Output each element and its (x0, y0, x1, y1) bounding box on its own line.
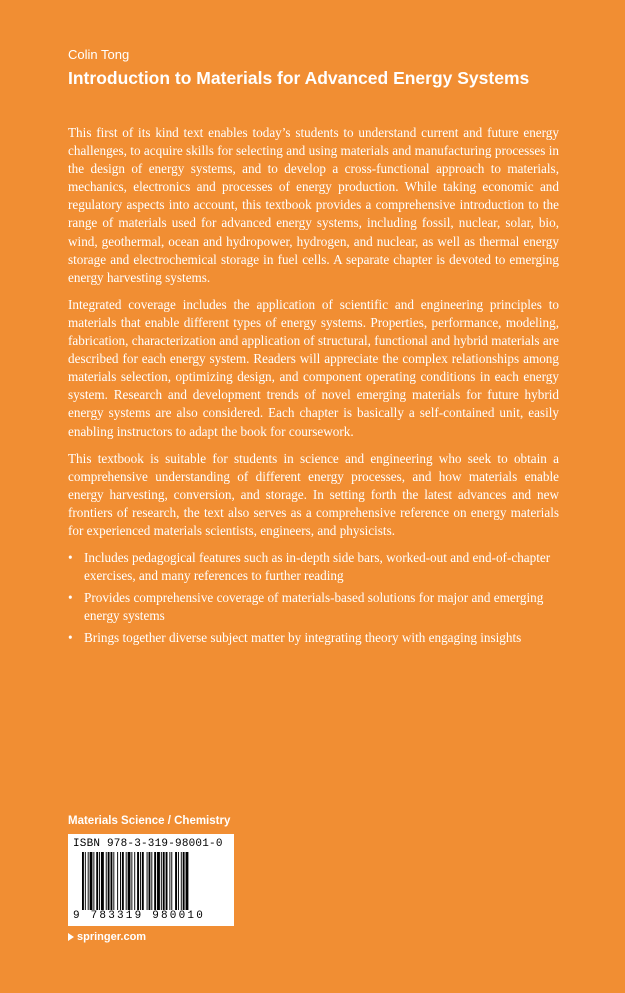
barcode-icon (82, 852, 222, 912)
feature-text: Brings together diverse subject matter by integrating theory with engaging insights (84, 630, 522, 646)
author-name: Colin Tong (68, 47, 130, 62)
feature-item (68, 589, 559, 625)
bullet-icon: • (68, 630, 73, 646)
blurb-paragraph-1: This first of its kind text enables today’s students to understand current and future energy challenges, to acquire skills for selecting and using materials and manufacturing processes in the design of energy systems, and to develop a cross-functional approach to materials, mechanics, electronics and processes of energy production. While taking economic and regulatory aspects into account, this textbook provides a comprehensive introduction to the range of materials used for advanced energy systems, including fossil, nuclear, solar, bio, wind, geothermal, ocean and hydropower, hydrogen, and nuclear, as well as thermal energy storage and electrochemical storage in fuel cells. A separate chapter is devoted to emerging energy harvesting systems. (68, 125, 559, 285)
feature-text: Provides comprehensive coverage of materials-based solutions for major and emerging energy systems (84, 590, 544, 624)
book-title: Introduction to Materials for Advanced Energy Systems (68, 68, 530, 88)
feature-text: Includes pedagogical features such as in-depth side bars, worked-out and end-of-chapter exercises, and many references to further reading (84, 550, 551, 584)
feature-item (68, 549, 559, 585)
publisher-link[interactable] (68, 931, 146, 943)
subject-category: Materials Science / Chemistry (68, 815, 231, 827)
blurb-paragraph-3: This textbook is suitable for students in science and engineering who seek to obtain a comprehensive understanding of different energy processes, and how materials enable energy harvesting, conversion, and storage. In setting forth the latest advances and new frontiers of research, the text also serves as a comprehensive reference on energy materials for experienced materials scientists, engineers, and physicists. (68, 450, 559, 538)
publisher-label: springer.com (77, 931, 147, 943)
barcode-number: 9 783319 980010 (73, 910, 206, 922)
isbn-label: ISBN 978-3-319-98001-0 (73, 838, 223, 850)
arrow-right-icon (68, 933, 74, 941)
blurb-paragraph-2: Integrated coverage includes the application of scientific and engineering principles to materials that enable different types of energy systems. Properties, performance, modeling, fabrication, characterization and application of structural, functional and hybrid materials are described for each energy system. Readers will appreciate the complex relationships among materials selection, optimizing design, and component operating conditions in each energy system. Research and development trends of novel emerging materials for future hybrid energy systems are also considered. Each chapter is basically a self-contained unit, easily enabling instructors to adapt the book for coursework. (68, 296, 559, 439)
bullet-icon: • (68, 550, 73, 566)
feature-item (68, 629, 559, 647)
bullet-icon: • (68, 590, 73, 606)
feature-list (68, 549, 559, 647)
blurb (68, 124, 559, 652)
barcode-panel (68, 834, 234, 926)
